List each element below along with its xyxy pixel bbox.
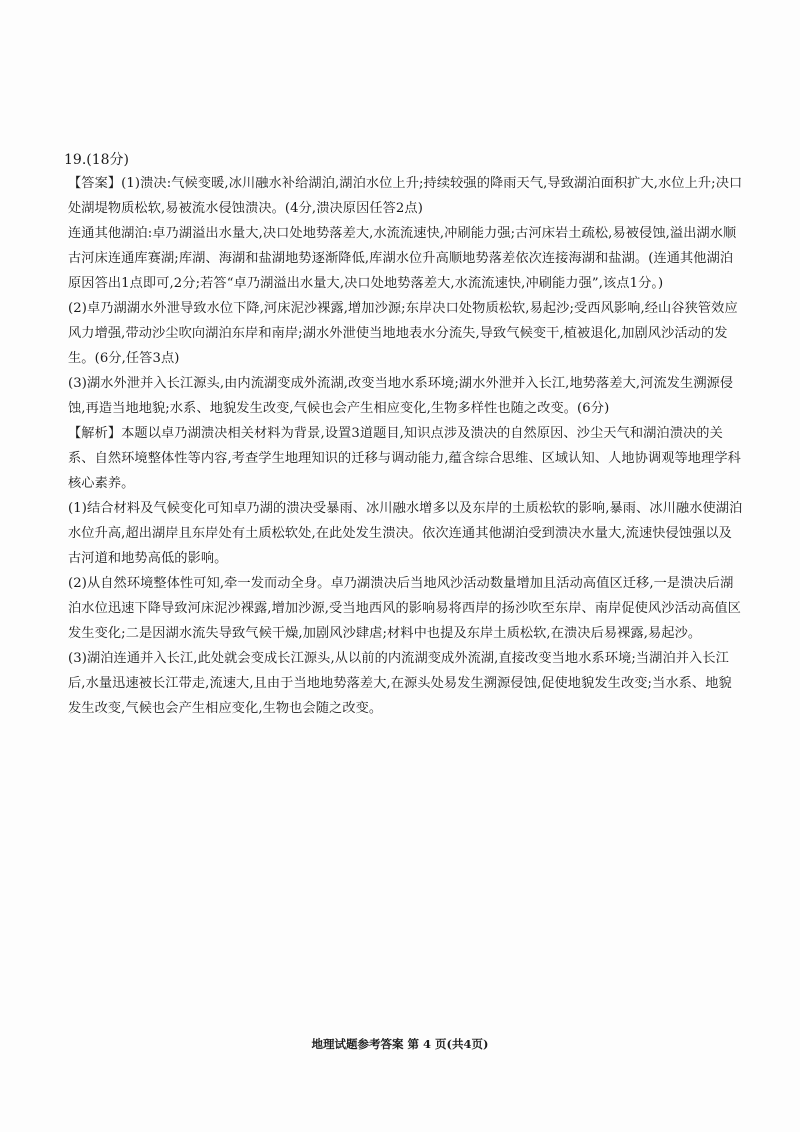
analysis-intro: 【解析】本题以卓乃湖溃决相关材料为背景,设置3道题目,知识点涉及溃决的自然原因、沙尘天气和湖泊溃决的关系、自然环境整体性等内容,考查学生地理知识的迁移与调动能力,蕴含综合思维、区域认知、人地协调观等地理学科核心素养。	[68, 426, 741, 491]
analysis-part2: (2)从自然环境整体性可知,牵一发而动全身。卓乃湖溃决后当地风沙活动数量增加且活动高值区迁移,一是溃决后湖泊水位迅速下降导致河床泥沙裸露,增加沙源,受当地西风的影响易将西岸的扬沙吹至东岸、南岸促使风沙活动高值区发生变化;二是因湖水流失导致气候干燥,加剧风沙肆虐;材料中也提及东岸土质松软,在溃决后易裸露,易起沙。	[68, 576, 741, 641]
answer-part1-connection-reasons: 连通其他湖泊:卓乃湖溢出水量大,决口处地势落差大,水流流速快,冲刷能力强;古河床岩土疏松,易被侵蚀,溢出湖水顺古河床连通库赛湖;库湖、海湖和盐湖地势逐渐降低,库湖水位升高顺地势落差依次连接海湖和盐湖。(连通其他湖泊原因答出1点即可,2分;若答“卓乃湖溢出水量大,决口处地势落差大,水流流速快,冲刷能力强”,该点1分。)	[68, 226, 737, 291]
page-footer: 地理试题参考答案 第 4 页(共4页)	[311, 1037, 489, 1051]
analysis-part3: (3)湖泊连通并入长江,此处就会变成长江源头,从以前的内流湖变成外流湖,直接改变当地水系环境;当湖泊并入长江后,水量迅速被长江带走,流速大,且由于当地地势落差大,在源头处易发生溯源侵蚀,促使地貌发生改变;当水系、地貌发生改变,气候也会产生相应变化,生物也会随之改变。	[68, 651, 732, 716]
answer-part3: (3)湖水外泄并入长江源头,由内流湖变成外流湖,改变当地水系环境;湖水外泄并入长江,地势落差大,河流发生溯源侵蚀,再造当地地貌;水系、地貌发生改变,气候也会产生相应变化,生物多样性也随之改变。(6分)	[68, 376, 734, 416]
answer-part1-burst-reasons: 【答案】(1)溃决:气候变暖,冰川融水补给湖泊,湖泊水位上升;持续较强的降雨天气,导致湖泊面积扩大,水位上升;决口处湖堤物质松软,易被流水侵蚀溃决。(4分,溃决原因任答2点)	[68, 176, 743, 216]
question-number-score: 19.(18分)	[64, 152, 130, 168]
answer-part2: (2)卓乃湖湖水外泄导致水位下降,河床泥沙裸露,增加沙源;东岸决口处物质松软,易起沙;受西风影响,经山谷狭管效应风力增强,带动沙尘吹向湖泊东岸和南岸;湖水外泄使当地地表水分流失,导致气候变干,植被退化,加剧风沙活动的发生。(6分,任答3点)	[68, 301, 738, 366]
analysis-part1: (1)结合材料及气候变化可知卓乃湖的溃决受暴雨、冰川融水增多以及东岸的土质松软的影响,暴雨、冰川融水使湖泊水位升高,超出湖岸且东岸处有土质松软处,在此处发生溃决。依次连通其他湖泊受到溃决水量大,流速快侵蚀强以及古河道和地势高低的影响。	[68, 501, 743, 566]
answer-content	[68, 171, 744, 721]
